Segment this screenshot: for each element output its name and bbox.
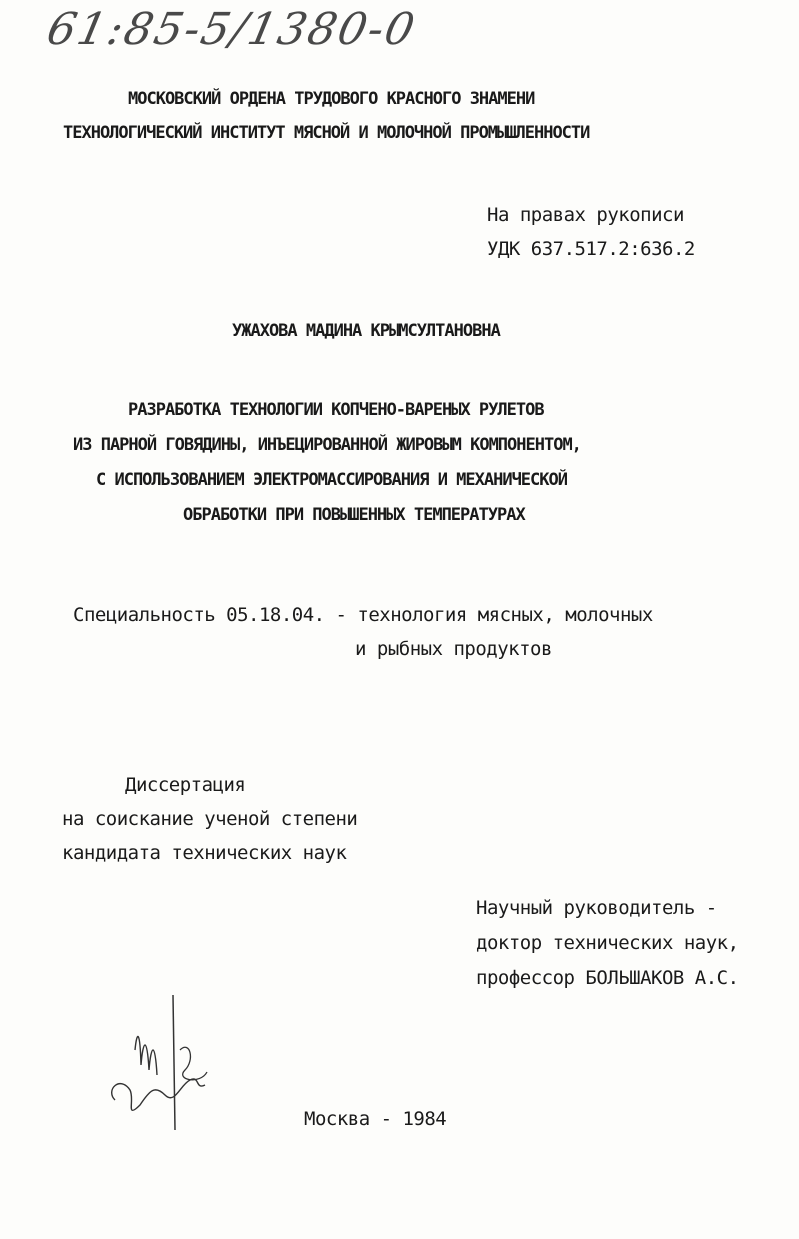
city-year: Москва - 1984 — [304, 1108, 447, 1130]
dissertation-line-3: кандидата технических наук — [62, 842, 347, 864]
title-line-1: РАЗРАБОТКА ТЕХНОЛОГИИ КОПЧЕНО-ВАРЕНЫХ РУЛЕТОВ — [128, 400, 544, 420]
advisor-line-3: профессор БОЛЬШАКОВ А.С. — [476, 967, 739, 989]
advisor-line-1: Научный руководитель - — [476, 897, 717, 919]
dissertation-line-1: Диссертация — [125, 774, 246, 796]
dissertation-line-2: на соискание ученой степени — [62, 808, 358, 830]
institute-line-2: ТЕХНОЛОГИЧЕСКИЙ ИНСТИТУТ МЯСНОЙ И МОЛОЧНОЙ ПРОМЫШЛЕННОСТИ — [63, 123, 590, 143]
institute-line-1: МОСКОВСКИЙ ОРДЕНА ТРУДОВОГО КРАСНОГО ЗНАМЕНИ — [128, 89, 535, 109]
handwritten-archive-number: 61:85-5/1380-0 — [42, 4, 421, 55]
title-line-4: ОБРАБОТКИ ПРИ ПОВЫШЕННЫХ ТЕМПЕРАТУРАХ — [183, 505, 525, 525]
specialty-line-2: и рыбных продуктов — [355, 638, 552, 660]
udk-code: УДК 637.517.2:636.2 — [487, 238, 695, 260]
title-line-3: С ИСПОЛЬЗОВАНИЕМ ЭЛЕКТРОМАССИРОВАНИЯ И МЕХАНИЧЕСКОЙ — [96, 470, 567, 490]
handwritten-signature — [95, 990, 225, 1140]
specialty-line-1: Специальность 05.18.04. - технология мясных, молочных — [73, 604, 653, 626]
title-line-2: ИЗ ПАРНОЙ ГОВЯДИНЫ, ИНЪЕЦИРОВАННОЙ ЖИРОВЫМ КОМПОНЕНТОМ, — [73, 435, 581, 455]
advisor-line-2: доктор технических наук, — [476, 932, 739, 954]
manuscript-rights: На правах рукописи — [487, 204, 684, 226]
author-name: УЖАХОВА МАДИНА КРЫМСУЛТАНОВНА — [232, 321, 500, 341]
